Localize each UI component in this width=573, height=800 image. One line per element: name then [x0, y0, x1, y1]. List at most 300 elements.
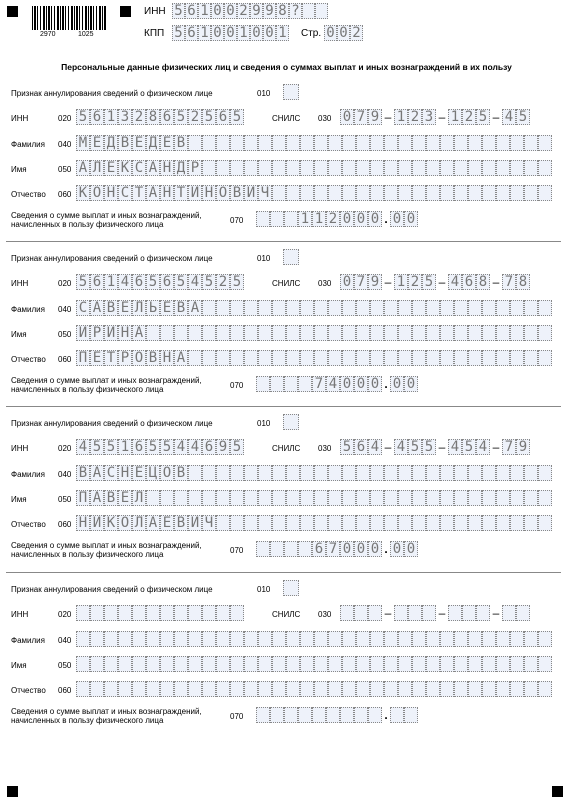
payout-dec-cell: 0	[390, 376, 404, 392]
name-label: Имя	[11, 661, 27, 670]
snils-cell: 0	[340, 109, 354, 125]
patronymic-cell: Л	[132, 515, 146, 531]
name-cell	[188, 656, 202, 672]
inn-cell: 1	[104, 109, 118, 125]
snils-dash: –	[438, 110, 446, 124]
annul-code: 010	[257, 585, 271, 594]
header-kpp-cell: 1	[237, 25, 250, 41]
patronymic-cell: И	[244, 185, 258, 201]
header-page-cell: 0	[324, 25, 337, 41]
annul-field[interactable]	[283, 580, 299, 596]
name-cell	[286, 656, 300, 672]
surname-cell	[538, 631, 552, 647]
patronymic-cell	[314, 185, 328, 201]
name-cell	[524, 325, 538, 341]
surname-cell: С	[104, 465, 118, 481]
inn-cell	[174, 605, 188, 621]
patronymic-cell	[216, 681, 230, 697]
snils-cell: 7	[502, 439, 516, 455]
surname-cell	[440, 300, 454, 316]
name-cell	[370, 160, 384, 176]
patronymic-cell	[468, 350, 482, 366]
inn-field[interactable]	[76, 605, 244, 621]
header-kpp-field[interactable]	[172, 25, 289, 41]
surname-field[interactable]	[76, 631, 552, 647]
snils-label: СНИЛС	[272, 610, 301, 619]
patronymic-cell	[426, 350, 440, 366]
name-cell	[440, 325, 454, 341]
inn-cell: 5	[174, 274, 188, 290]
name-cell	[496, 160, 510, 176]
surname-cell	[398, 135, 412, 151]
patronymic-cell: П	[76, 350, 90, 366]
name-cell	[300, 490, 314, 506]
inn-code: 020	[58, 114, 72, 123]
name-cell	[538, 656, 552, 672]
inn-field[interactable]	[76, 274, 244, 290]
name-cell	[258, 656, 272, 672]
snils-cell	[354, 605, 368, 621]
payout-code: 070	[230, 381, 244, 390]
patronymic-cell	[482, 350, 496, 366]
name-cell	[328, 656, 342, 672]
snils-field[interactable]	[340, 109, 530, 125]
patronymic-cell	[230, 681, 244, 697]
patronymic-cell: Н	[76, 515, 90, 531]
surname-field[interactable]	[76, 135, 552, 151]
inn-cell: 5	[230, 439, 244, 455]
snils-cell: 9	[368, 274, 382, 290]
name-cell: К	[118, 160, 132, 176]
surname-cell: Н	[118, 465, 132, 481]
patronymic-cell	[412, 350, 426, 366]
surname-cell	[328, 300, 342, 316]
surname-cell	[496, 631, 510, 647]
snils-group	[394, 109, 436, 125]
patronymic-cell	[398, 185, 412, 201]
payout-int-cell: 0	[368, 541, 382, 557]
inn-label: ИНН	[11, 610, 29, 619]
patronymic-field[interactable]	[76, 185, 552, 201]
surname-cell	[244, 135, 258, 151]
name-cell	[384, 490, 398, 506]
header-kpp-cell: 0	[224, 25, 237, 41]
payout-dec-cell: 0	[404, 211, 418, 227]
surname-cell	[314, 300, 328, 316]
annul-field[interactable]	[283, 249, 299, 265]
snils-group	[502, 605, 530, 621]
payout-dec-cell: 0	[390, 211, 404, 227]
surname-cell	[76, 631, 90, 647]
surname-cell: Е	[132, 135, 146, 151]
name-cell	[384, 325, 398, 341]
surname-cell	[328, 135, 342, 151]
name-cell	[468, 325, 482, 341]
patronymic-code: 060	[58, 355, 72, 364]
name-cell	[90, 656, 104, 672]
surname-cell: В	[174, 465, 188, 481]
surname-cell	[454, 135, 468, 151]
name-cell	[426, 160, 440, 176]
name-cell	[524, 160, 538, 176]
name-cell	[510, 160, 524, 176]
inn-cell	[146, 605, 160, 621]
surname-cell	[272, 135, 286, 151]
surname-cell	[258, 631, 272, 647]
name-cell	[482, 656, 496, 672]
inn-cell: 2	[132, 109, 146, 125]
inn-code: 020	[58, 444, 72, 453]
snils-dash: –	[384, 440, 392, 454]
patronymic-cell	[160, 681, 174, 697]
name-cell	[146, 656, 160, 672]
patronymic-cell	[314, 350, 328, 366]
inn-cell: 8	[146, 109, 160, 125]
form-title: Персональные данные физических лиц и сведения о суммах выплат и иных вознаграждений в их пользу	[61, 62, 512, 72]
patronymic-cell	[454, 681, 468, 697]
name-cell	[370, 490, 384, 506]
payout-field[interactable]	[256, 211, 418, 227]
payout-int-cell	[270, 707, 284, 723]
surname-cell	[538, 465, 552, 481]
name-cell	[230, 490, 244, 506]
surname-cell	[468, 631, 482, 647]
surname-cell	[202, 631, 216, 647]
payout-int-cell: 0	[368, 211, 382, 227]
patronymic-cell	[76, 681, 90, 697]
snils-cell	[516, 605, 530, 621]
inn-cell	[104, 605, 118, 621]
snils-cell: 6	[462, 274, 476, 290]
patronymic-cell: Е	[90, 350, 104, 366]
surname-cell	[118, 631, 132, 647]
surname-cell	[412, 135, 426, 151]
surname-cell	[370, 300, 384, 316]
annul-code: 010	[257, 89, 271, 98]
surname-cell	[482, 300, 496, 316]
name-cell: В	[104, 490, 118, 506]
section-divider	[6, 572, 561, 573]
name-cell	[216, 490, 230, 506]
patronymic-cell	[398, 681, 412, 697]
snils-cell: 5	[422, 274, 436, 290]
snils-dash: –	[492, 275, 500, 289]
snils-group	[502, 274, 530, 290]
payout-int-cell: 0	[368, 376, 382, 392]
name-cell	[202, 656, 216, 672]
name-cell	[538, 160, 552, 176]
patronymic-cell	[496, 515, 510, 531]
surname-cell: А	[188, 300, 202, 316]
patronymic-cell	[216, 515, 230, 531]
snils-cell: 5	[408, 439, 422, 455]
surname-cell	[258, 135, 272, 151]
patronymic-cell	[370, 681, 384, 697]
inn-cell: 5	[76, 274, 90, 290]
name-cell	[300, 160, 314, 176]
inn-code: 020	[58, 279, 72, 288]
name-cell	[188, 325, 202, 341]
name-cell	[76, 656, 90, 672]
inn-field[interactable]	[76, 439, 244, 455]
surname-cell	[384, 631, 398, 647]
surname-label: Фамилия	[11, 140, 45, 149]
snils-field[interactable]	[340, 274, 530, 290]
surname-cell	[468, 300, 482, 316]
name-cell	[342, 656, 356, 672]
patronymic-cell	[398, 350, 412, 366]
annul-field[interactable]	[283, 84, 299, 100]
surname-cell	[454, 300, 468, 316]
patronymic-cell	[412, 515, 426, 531]
patronymic-cell	[482, 681, 496, 697]
patronymic-cell	[356, 515, 370, 531]
surname-field[interactable]	[76, 465, 552, 481]
name-cell	[398, 490, 412, 506]
corner-marker-bottom-right	[552, 786, 563, 797]
surname-label: Фамилия	[11, 470, 45, 479]
patronymic-cell	[524, 350, 538, 366]
name-cell: Л	[90, 160, 104, 176]
patronymic-cell	[272, 350, 286, 366]
patronymic-cell: О	[132, 350, 146, 366]
payout-int-cell: 0	[340, 541, 354, 557]
name-cell	[384, 160, 398, 176]
snils-group	[340, 274, 382, 290]
header-inn-cell: 1	[198, 3, 211, 19]
name-cell	[244, 490, 258, 506]
surname-cell	[412, 300, 426, 316]
name-cell	[426, 490, 440, 506]
patronymic-cell: А	[174, 350, 188, 366]
surname-cell	[286, 465, 300, 481]
name-cell: Л	[132, 490, 146, 506]
header-inn-field[interactable]	[172, 3, 328, 19]
surname-label: Фамилия	[11, 636, 45, 645]
surname-cell: Е	[132, 465, 146, 481]
surname-cell	[272, 631, 286, 647]
snils-cell	[340, 605, 354, 621]
snils-cell: 8	[516, 274, 530, 290]
inn-cell: 4	[188, 274, 202, 290]
surname-cell	[538, 135, 552, 151]
inn-cell: 6	[160, 274, 174, 290]
patronymic-field[interactable]	[76, 515, 552, 531]
name-field[interactable]	[76, 325, 552, 341]
header-page-field[interactable]	[324, 25, 363, 41]
patronymic-cell	[482, 185, 496, 201]
patronymic-cell: Т	[174, 185, 188, 201]
payout-dec-group	[390, 707, 418, 723]
snils-group	[340, 605, 382, 621]
name-field[interactable]	[76, 656, 552, 672]
snils-cell: 5	[340, 439, 354, 455]
surname-cell: Е	[160, 300, 174, 316]
name-cell	[328, 325, 342, 341]
payout-dec-cell: 0	[404, 376, 418, 392]
surname-cell	[342, 300, 356, 316]
name-cell	[314, 490, 328, 506]
patronymic-field[interactable]	[76, 350, 552, 366]
snils-group	[448, 274, 490, 290]
patronymic-cell: О	[118, 515, 132, 531]
patronymic-cell	[440, 681, 454, 697]
inn-cell: 5	[104, 439, 118, 455]
patronymic-field[interactable]	[76, 681, 552, 697]
name-code: 050	[58, 661, 72, 670]
name-cell	[202, 325, 216, 341]
patronymic-cell: К	[104, 515, 118, 531]
snils-cell: 0	[340, 274, 354, 290]
name-cell	[286, 160, 300, 176]
payout-code: 070	[230, 216, 244, 225]
payout-dec-group	[390, 541, 418, 557]
name-cell	[286, 490, 300, 506]
snils-cell: 4	[448, 439, 462, 455]
name-cell	[104, 656, 118, 672]
payout-field[interactable]	[256, 707, 418, 723]
header-kpp-cell: 5	[172, 25, 185, 41]
name-cell: С	[132, 160, 146, 176]
patronymic-cell: И	[90, 515, 104, 531]
header-kpp-cell: 0	[250, 25, 263, 41]
name-cell	[356, 160, 370, 176]
patronymic-cell	[188, 681, 202, 697]
name-cell	[524, 490, 538, 506]
inn-code: 020	[58, 610, 72, 619]
payout-int-cell: 2	[326, 211, 340, 227]
surname-cell	[286, 631, 300, 647]
surname-cell	[174, 631, 188, 647]
patronymic-cell	[342, 185, 356, 201]
name-cell	[356, 490, 370, 506]
snils-code: 030	[318, 444, 332, 453]
header-inn-cell: 8	[276, 3, 289, 19]
name-cell	[426, 656, 440, 672]
patronymic-cell	[314, 681, 328, 697]
header-page-label: Стр.	[301, 28, 322, 39]
snils-cell: 4	[502, 109, 516, 125]
surname-cell	[216, 465, 230, 481]
snils-cell: 5	[462, 439, 476, 455]
patronymic-cell	[538, 681, 552, 697]
name-cell	[272, 656, 286, 672]
payout-int-cell: 6	[312, 541, 326, 557]
payout-int-cell	[270, 541, 284, 557]
corner-marker-top-right	[120, 6, 131, 17]
patronymic-code: 060	[58, 520, 72, 529]
inn-cell	[132, 605, 146, 621]
payout-decimal-point: .	[384, 708, 388, 722]
snils-cell	[476, 605, 490, 621]
header-inn-cell	[315, 3, 328, 19]
surname-cell	[286, 135, 300, 151]
surname-cell	[188, 135, 202, 151]
annul-label: Признак аннулирования сведений о физическом лице	[11, 254, 213, 263]
payout-int-cell	[256, 541, 270, 557]
barcode-number-left: 2970	[40, 31, 56, 38]
snils-group	[502, 439, 530, 455]
name-cell	[146, 490, 160, 506]
name-cell	[216, 656, 230, 672]
patronymic-cell	[384, 185, 398, 201]
annul-label: Признак аннулирования сведений о физическом лице	[11, 419, 213, 428]
name-cell	[482, 160, 496, 176]
patronymic-cell	[328, 350, 342, 366]
inn-cell: 2	[216, 274, 230, 290]
section-divider	[6, 241, 561, 242]
inn-cell: 5	[174, 109, 188, 125]
surname-cell	[398, 300, 412, 316]
surname-cell: Е	[160, 135, 174, 151]
payout-field[interactable]	[256, 376, 418, 392]
payout-dec-cell	[390, 707, 404, 723]
surname-cell	[496, 465, 510, 481]
surname-cell	[216, 631, 230, 647]
name-field[interactable]	[76, 490, 552, 506]
snils-dash: –	[492, 606, 500, 620]
payout-int-cell: 0	[354, 376, 368, 392]
inn-cell	[90, 605, 104, 621]
name-cell	[314, 325, 328, 341]
patronymic-cell	[328, 681, 342, 697]
patronymic-cell	[258, 681, 272, 697]
annul-label: Признак аннулирования сведений о физическом лице	[11, 585, 213, 594]
payout-label-line1: Сведения о сумме выплат и иных вознаграждений,	[11, 541, 202, 550]
patronymic-cell	[468, 185, 482, 201]
surname-cell	[426, 631, 440, 647]
patronymic-cell	[230, 350, 244, 366]
snils-cell: 3	[422, 109, 436, 125]
snils-field[interactable]	[340, 605, 530, 621]
surname-cell	[370, 135, 384, 151]
name-cell: И	[76, 325, 90, 341]
snils-dash: –	[384, 275, 392, 289]
payout-code: 070	[230, 712, 244, 721]
name-cell	[538, 490, 552, 506]
payout-int-cell: 0	[354, 541, 368, 557]
snils-group	[448, 109, 490, 125]
barcode-number-right: 1025	[78, 31, 94, 38]
name-cell	[244, 325, 258, 341]
name-cell	[174, 325, 188, 341]
surname-cell	[482, 631, 496, 647]
header-kpp-cell: 1	[198, 25, 211, 41]
annul-code: 010	[257, 419, 271, 428]
name-field[interactable]	[76, 160, 552, 176]
annul-field[interactable]	[283, 414, 299, 430]
surname-cell	[496, 300, 510, 316]
inn-cell: 5	[202, 274, 216, 290]
surname-cell: А	[90, 465, 104, 481]
snils-dash: –	[384, 110, 392, 124]
snils-cell: 9	[516, 439, 530, 455]
header-inn-cell	[302, 3, 315, 19]
payout-label-line2: начисленных в пользу физического лица	[11, 716, 164, 725]
name-cell	[454, 656, 468, 672]
surname-field[interactable]	[76, 300, 552, 316]
patronymic-cell	[356, 350, 370, 366]
inn-field[interactable]	[76, 109, 244, 125]
patronymic-cell	[440, 185, 454, 201]
snils-field[interactable]	[340, 439, 530, 455]
payout-field[interactable]	[256, 541, 418, 557]
name-cell: Н	[118, 325, 132, 341]
patronymic-cell	[230, 515, 244, 531]
snils-code: 030	[318, 114, 332, 123]
snils-code: 030	[318, 279, 332, 288]
patronymic-cell	[370, 350, 384, 366]
